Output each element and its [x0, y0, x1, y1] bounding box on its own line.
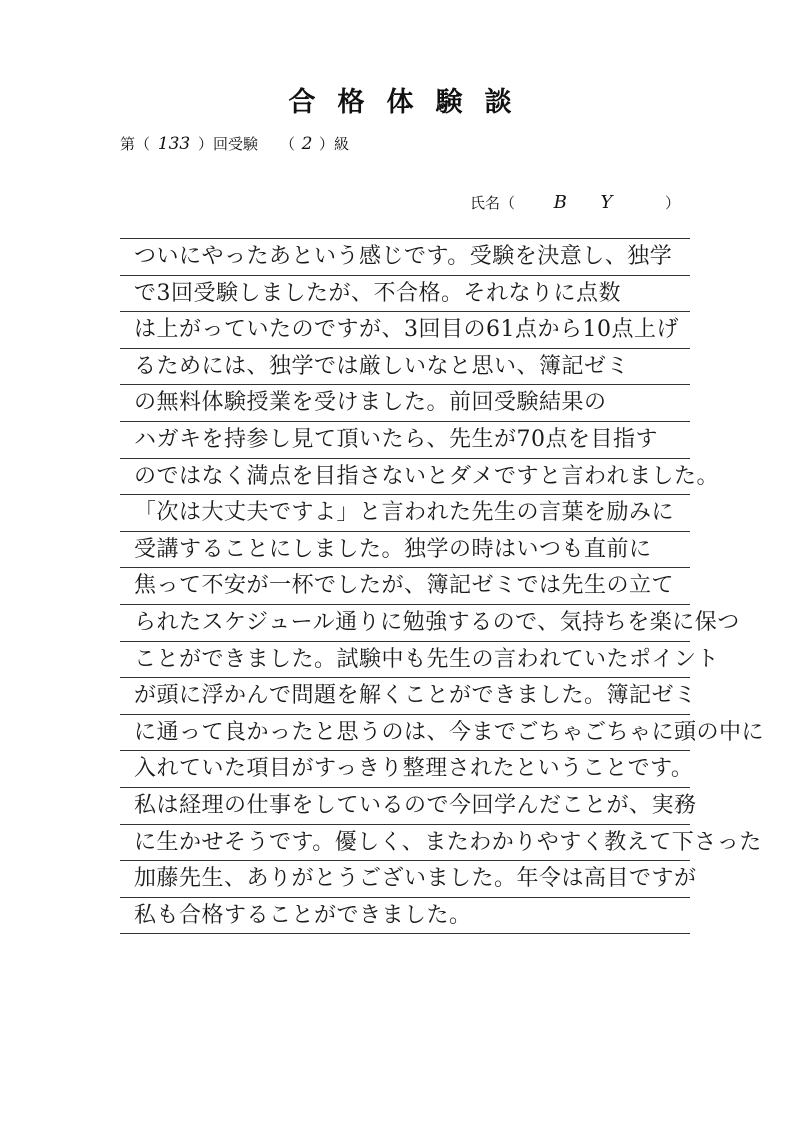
- ruled-line: [120, 531, 690, 532]
- grade-suffix: ）級: [319, 135, 350, 153]
- handwritten-line: に通って良かったと思うのは、今までごちゃごちゃに頭の中に: [134, 719, 765, 745]
- handwritten-line: は上がっていたのですが、3回目の61点から10点上げ: [134, 317, 679, 343]
- ruled-line: [120, 750, 690, 751]
- ruled-line: [120, 348, 690, 349]
- handwritten-line: ついにやったあという感じです。受験を決意し、独学: [134, 244, 673, 269]
- ruled-line: [120, 714, 690, 715]
- handwritten-line: のではなく満点を目指さないとダメですと言われました。: [134, 463, 720, 489]
- handwritten-line: 「次は大丈夫ですよ」と言われた先生の言葉を励みに: [134, 500, 675, 526]
- ruled-line: [120, 604, 690, 605]
- name-field: [470, 193, 680, 213]
- session-prefix: 第（: [120, 135, 151, 153]
- handwritten-line: 加藤先生、ありがとうございました。年令は高目ですが: [134, 866, 697, 892]
- ruled-line: [120, 275, 690, 276]
- handwritten-line: が頭に浮かんで問題を解くことができました。簿記ゼミ: [134, 683, 697, 709]
- handwritten-line: るためには、独学では厳しいなと思い、簿記ゼミ: [134, 353, 630, 379]
- handwritten-line: られたスケジュール通りに勉強するので、気持ちを楽に保つ: [134, 610, 740, 635]
- ruled-line: [120, 421, 690, 422]
- handwritten-line: で3回受験しましたが、不合格。それなりに点数: [134, 280, 621, 306]
- ruled-line: [120, 238, 690, 239]
- ruled-line: [120, 677, 690, 678]
- ruled-line: [120, 567, 690, 568]
- session-number: 133: [157, 134, 191, 154]
- session-middle: ）回受験: [198, 135, 259, 153]
- handwritten-line: 焦って不安が一杯でしたが、簿記ゼミでは先生の立て: [134, 573, 675, 599]
- handwritten-line: 入れていた項目がすっきり整理されたということです。: [134, 756, 694, 782]
- exam-session-header: [120, 134, 349, 154]
- name-label: 氏名（: [470, 194, 516, 212]
- ruled-line: [120, 311, 690, 312]
- name-close: ）: [665, 194, 681, 212]
- handwritten-line: 私は経理の仕事をしているので今回学んだことが、実務: [134, 793, 697, 818]
- grade-value: 2: [301, 134, 313, 154]
- page-title: 合格体験談: [288, 87, 534, 118]
- handwritten-line: ことができました。試験中も先生の言われていたポイント: [134, 646, 720, 672]
- ruled-line: [120, 897, 690, 898]
- handwritten-line: に生かせそうです。優しく、またわかりやすく教えて下さった: [134, 829, 762, 855]
- handwritten-line: 私も合格することができました。: [134, 902, 472, 928]
- ruled-line: [120, 384, 690, 385]
- ruled-line: [120, 860, 690, 861]
- ruled-line: [120, 933, 690, 934]
- ruled-line: [120, 787, 690, 788]
- ruled-line: [120, 458, 690, 459]
- ruled-line: [120, 824, 690, 825]
- ruled-line: [120, 641, 690, 642]
- name-value: B Y: [553, 192, 627, 213]
- handwritten-line: の無料体験授業を受けました。前回受験結果の: [134, 390, 607, 416]
- grade-open: （: [280, 135, 296, 153]
- ruled-line: [120, 494, 690, 495]
- handwritten-line: ハガキを持参し見て頂いたら、先生が70点を目指す: [134, 427, 658, 452]
- handwritten-line: 受講することにしました。独学の時はいつも直前に: [134, 536, 652, 562]
